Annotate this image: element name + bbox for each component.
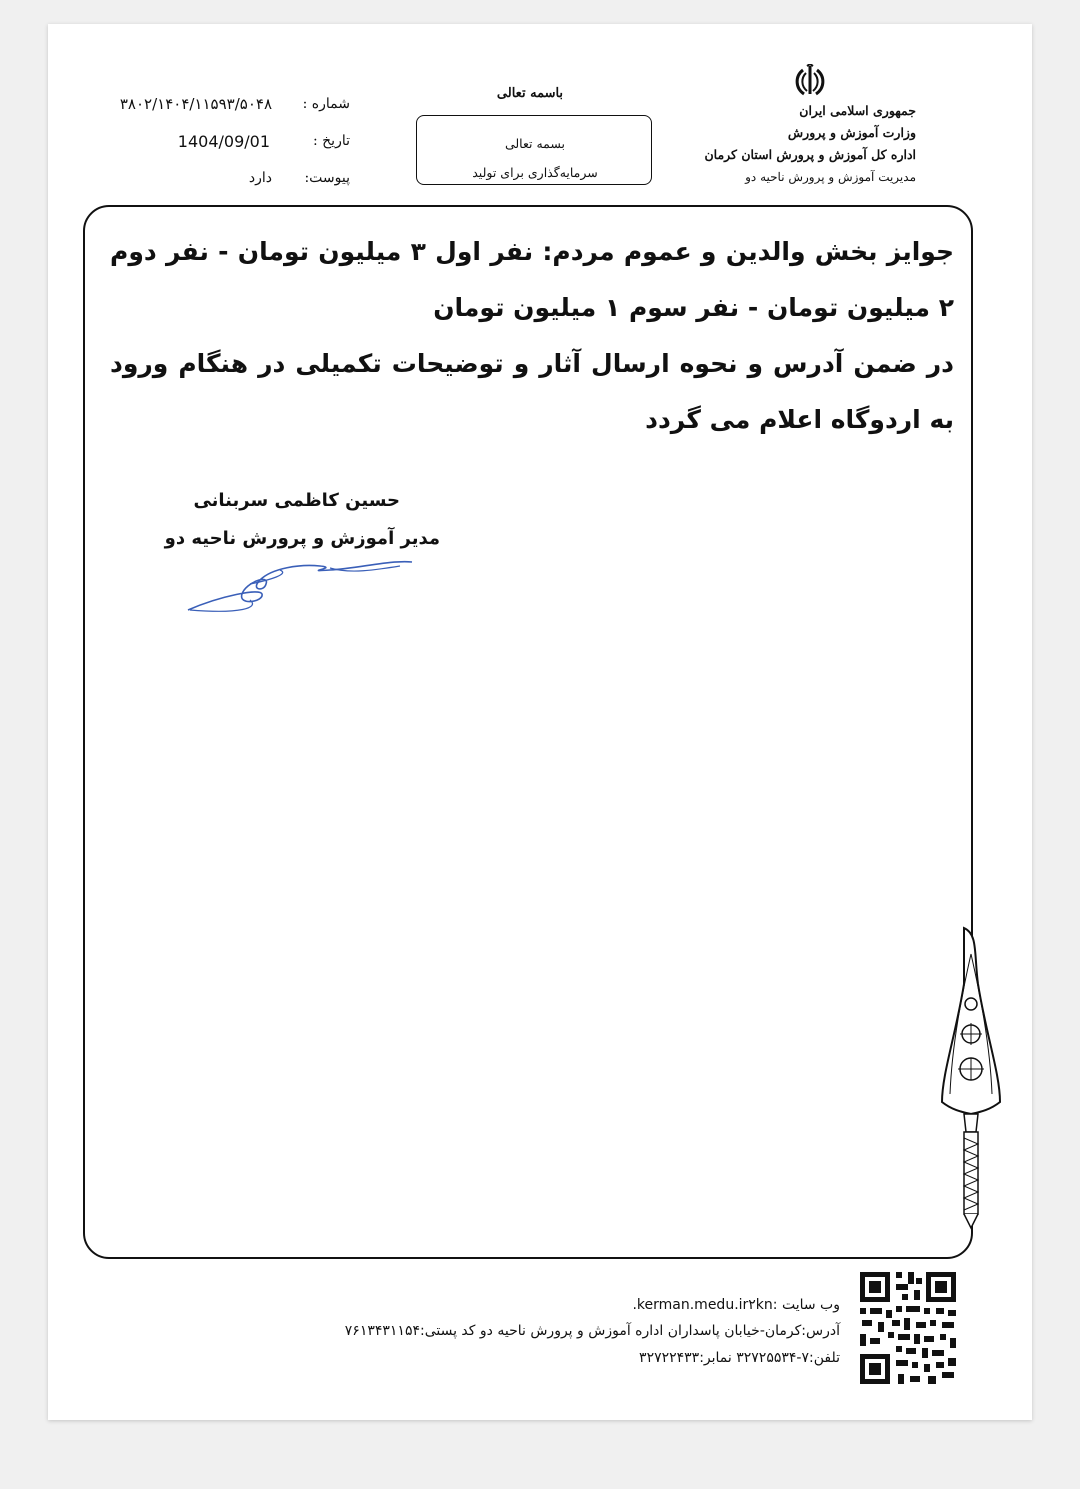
- number-value: ۳۸۰۲/۱۴۰۴/۱۱۵۹۳/۵۰۴۸: [119, 95, 272, 113]
- attachment-label: پیوست:: [304, 170, 350, 186]
- slogan-box: [416, 115, 652, 185]
- date-value: 1404/09/01: [177, 132, 270, 151]
- org-line-district: مدیریت آموزش و پرورش ناحیه دو: [745, 170, 916, 184]
- org-line-province: اداره کل آموزش و پرورش استان کرمان: [704, 147, 916, 162]
- body-paragraph-details: در ضمن آدرس و نحوه ارسال آثار و توضیحات تکمیلی در هنگام ورود به اردوگاه اعلام می گردد: [110, 349, 954, 434]
- slogan-line-1: بسمه تعالی: [504, 136, 566, 151]
- org-line-ministry: وزارت آموزش و پرورش: [787, 125, 916, 140]
- signer-title: مدیر آموزش و پرورش ناحیه دو: [164, 528, 440, 549]
- organization-header: [656, 100, 916, 188]
- slogan-line-2: سرمایه‌گذاری برای تولید: [472, 165, 598, 180]
- body-paragraph-prizes: جوایز بخش والدین و عموم مردم: نفر اول ۳ میلیون تومان - نفر دوم ۲ میلیون تومان - نفر سوم ۱ میلیون تومان: [110, 237, 954, 322]
- letter-body: [110, 224, 954, 448]
- org-line-country: جمهوری اسلامی ایران: [799, 103, 916, 118]
- decorative-spear-icon: [934, 924, 1008, 1234]
- date-label: تاریخ :: [312, 133, 350, 149]
- qr-code-icon: [858, 1270, 958, 1386]
- iran-emblem-icon: [790, 64, 830, 98]
- footer-phone: تلفن:۷-۳۲۷۲۵۵۳۴ نمابر:۳۲۷۲۲۴۳۳: [639, 1350, 840, 1366]
- number-label: شماره :: [302, 96, 350, 112]
- handwritten-signature: [180, 544, 420, 624]
- signer-name: حسین کاظمی سربنانی: [193, 490, 400, 511]
- footer-address: آدرس:کرمان-خیابان پاسداران اداره آموزش و پرورش ناحیه دو کد پستی:۷۶۱۳۴۳۱۱۵۴: [344, 1323, 840, 1339]
- footer-website: وب سایت :kerman.medu.ir۲kn.: [632, 1297, 840, 1313]
- bismillah-heading: باسمه تعالی: [496, 86, 564, 101]
- attachment-value: دارد: [248, 170, 272, 186]
